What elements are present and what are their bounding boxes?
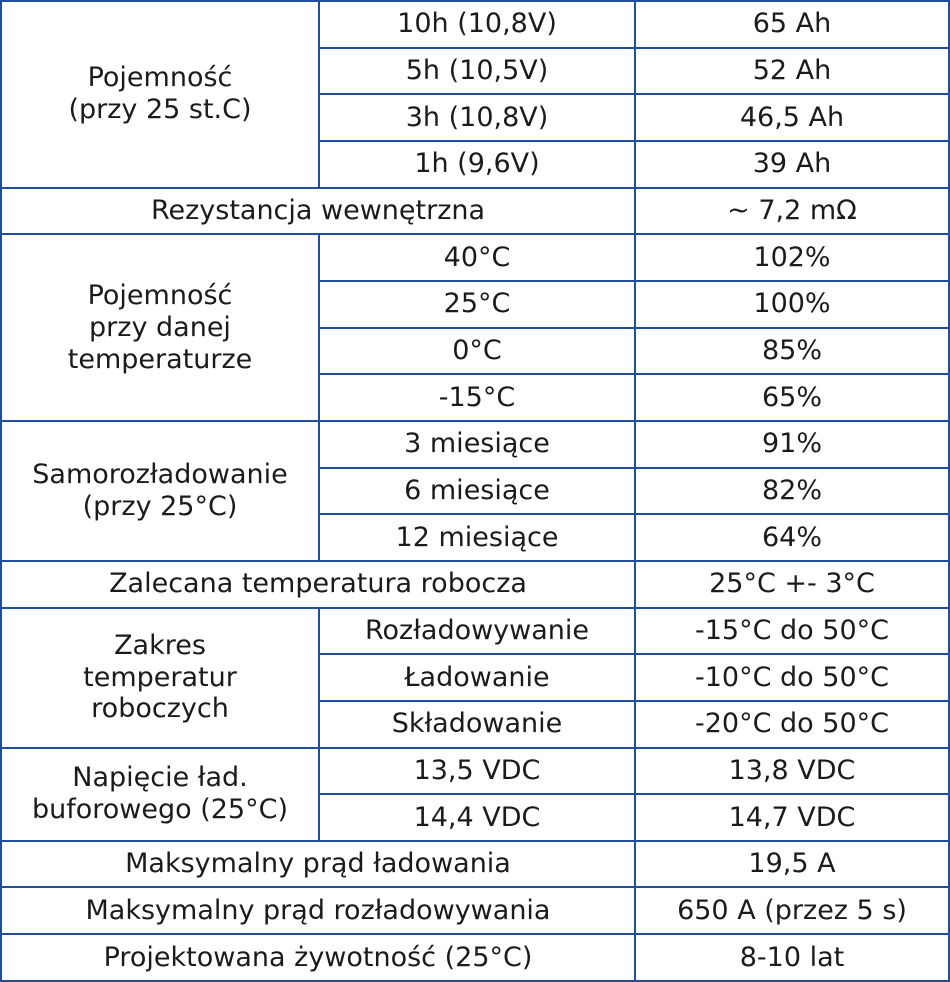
row-condition: 25°C xyxy=(319,281,635,328)
row-label-line: temperaturze xyxy=(67,343,253,375)
row-value: 91% xyxy=(635,421,949,468)
table-row xyxy=(1,841,949,888)
table-row xyxy=(1,421,949,468)
row-label xyxy=(1,887,635,934)
row-label xyxy=(1,934,635,981)
row-label xyxy=(1,561,635,608)
row-label-line: Zakres xyxy=(114,629,206,661)
row-label xyxy=(1,188,635,235)
row-value: -10°C do 50°C xyxy=(635,654,949,701)
row-value: 52 Ah xyxy=(635,48,949,95)
table-row xyxy=(1,608,949,655)
table-row xyxy=(1,188,949,235)
row-label xyxy=(1,748,319,841)
specification-table-body xyxy=(1,1,949,981)
row-label-line: Projektowana żywotność (25°C) xyxy=(103,941,533,973)
row-label-line: (przy 25°C) xyxy=(82,490,238,522)
row-condition: 0°C xyxy=(319,328,635,375)
table-row xyxy=(1,1,949,48)
row-value: 85% xyxy=(635,328,949,375)
row-label-line: buforowego (25°C) xyxy=(31,794,288,826)
row-condition: Rozładowywanie xyxy=(319,608,635,655)
row-value: -20°C do 50°C xyxy=(635,701,949,748)
row-label-line: (przy 25 st.C) xyxy=(68,94,252,126)
row-label-line: roboczych xyxy=(91,693,229,725)
row-value: 100% xyxy=(635,281,949,328)
row-label-line: Rezystancja wewnętrzna xyxy=(150,195,486,227)
row-value: 65 Ah xyxy=(635,1,949,48)
row-condition: 40°C xyxy=(319,234,635,281)
row-condition: Ładowanie xyxy=(319,654,635,701)
row-condition: 6 miesiące xyxy=(319,468,635,515)
row-label xyxy=(1,421,319,561)
row-value: 14,7 VDC xyxy=(635,794,949,841)
row-value: 39 Ah xyxy=(635,141,949,188)
row-condition: 3 miesiące xyxy=(319,421,635,468)
row-condition: Składowanie xyxy=(319,701,635,748)
row-condition: 14,4 VDC xyxy=(319,794,635,841)
row-value: 65% xyxy=(635,374,949,421)
row-value: 64% xyxy=(635,514,949,561)
row-label-line: Pojemność xyxy=(87,279,233,311)
row-label xyxy=(1,841,635,888)
row-condition: 13,5 VDC xyxy=(319,748,635,795)
row-value: 650 A (przez 5 s) xyxy=(635,887,949,934)
table-row xyxy=(1,561,949,608)
row-label-line: Napięcie ład. xyxy=(72,762,248,794)
row-label-line: Zalecana temperatura robocza xyxy=(109,568,527,600)
table-row xyxy=(1,934,949,981)
row-value: 13,8 VDC xyxy=(635,748,949,795)
row-condition: 5h (10,5V) xyxy=(319,48,635,95)
row-condition: 3h (10,8V) xyxy=(319,94,635,141)
row-label xyxy=(1,234,319,421)
row-label-line: Samorozładowanie xyxy=(32,459,288,491)
table-row xyxy=(1,887,949,934)
row-label-line: Maksymalny prąd rozładowywania xyxy=(85,894,551,926)
row-condition: 10h (10,8V) xyxy=(319,1,635,48)
row-value: 102% xyxy=(635,234,949,281)
row-label-line: temperatur xyxy=(83,661,237,693)
table-row xyxy=(1,234,949,281)
row-condition: 1h (9,6V) xyxy=(319,141,635,188)
row-label-line: Maksymalny prąd ładowania xyxy=(125,848,511,880)
row-value: -15°C do 50°C xyxy=(635,608,949,655)
row-condition: 12 miesiące xyxy=(319,514,635,561)
row-label-line: przy danej xyxy=(89,311,231,343)
row-label xyxy=(1,608,319,748)
table-row xyxy=(1,748,949,795)
row-value: 19,5 A xyxy=(635,841,949,888)
row-condition: -15°C xyxy=(319,374,635,421)
row-value: ~ 7,2 mΩ xyxy=(635,188,949,235)
row-value: 25°C +- 3°C xyxy=(635,561,949,608)
row-value: 8-10 lat xyxy=(635,934,949,981)
row-value: 82% xyxy=(635,468,949,515)
row-value: 46,5 Ah xyxy=(635,94,949,141)
row-label-line: Pojemność xyxy=(87,62,233,94)
row-label xyxy=(1,1,319,188)
